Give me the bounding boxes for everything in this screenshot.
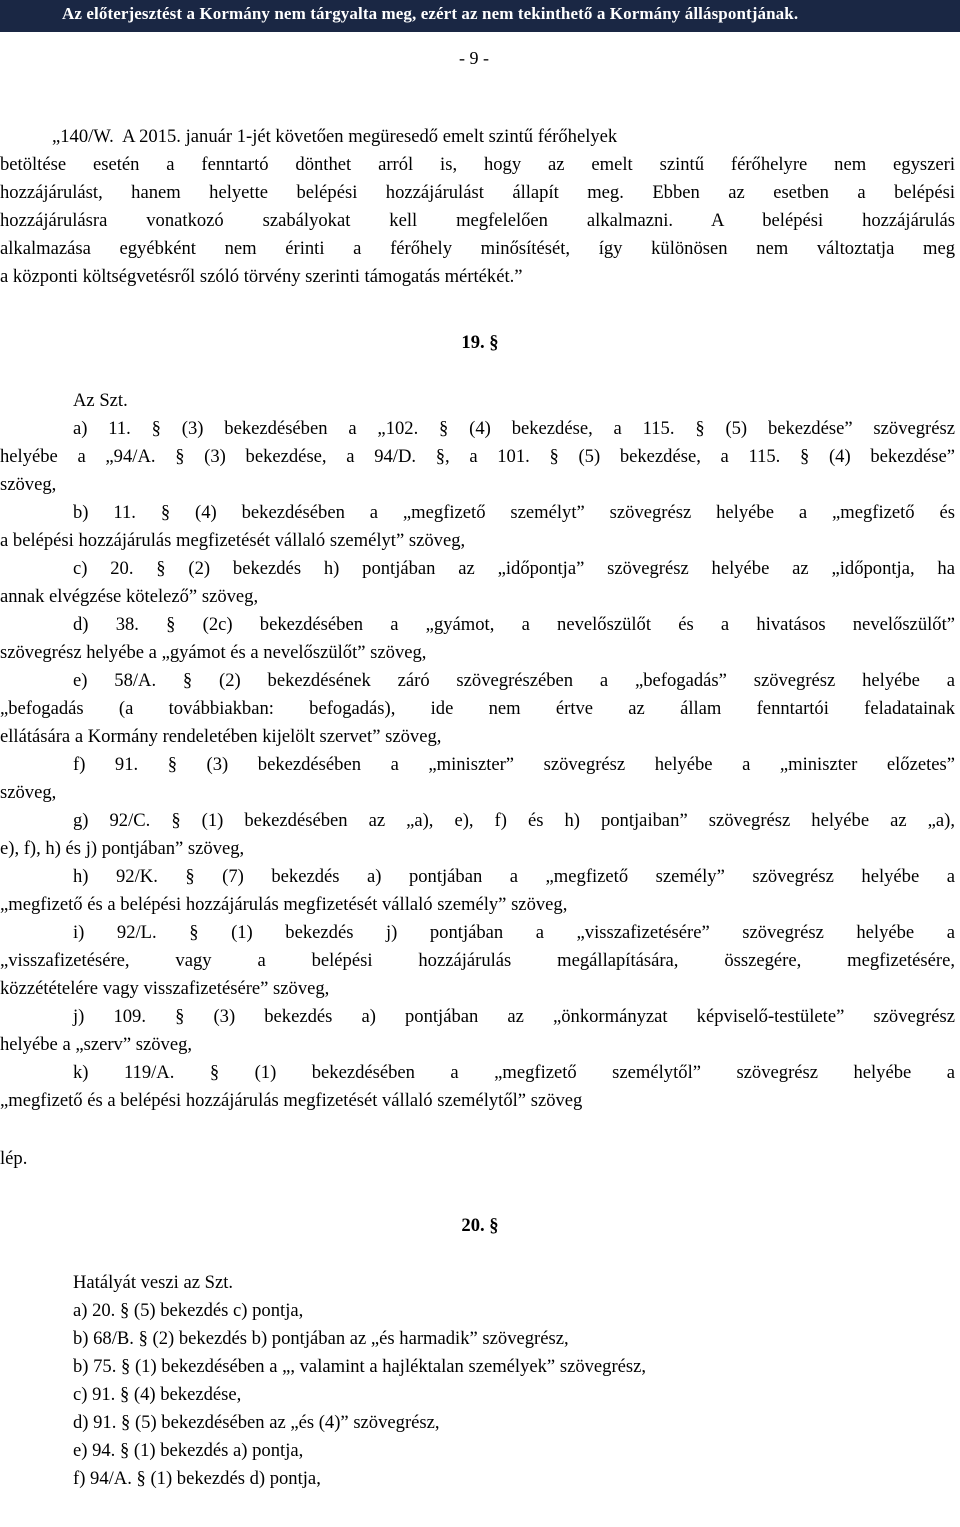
section-19-line: szöveg,	[0, 474, 57, 495]
section-19-line: „megfizető és a belépési hozzájárulás megfizetését vállaló személy” szöveg,	[0, 894, 568, 915]
section-19-line: helyébe a „94/A. § (3) bekezdése, a 94/D. §, a 101. § (5) bekezdése, a 115. § (4) bekezdése”	[0, 446, 955, 467]
section-19-line: „megfizető és a belépési hozzájárulás megfizetését vállaló személytől” szöveg	[0, 1090, 583, 1111]
section-19-line: „befogadás (a továbbiakban: befogadás), ide nem értve az állam fenntartói feladatainak	[0, 698, 955, 719]
section-19-line: Az Szt.	[73, 390, 128, 411]
section-19-line: e) 58/A. § (2) bekezdésének záró szövegrészében a „befogadás” szövegrész helyébe a	[73, 670, 955, 691]
section-19-line: ellátására a Kormány rendeletében kijelölt szervet” szöveg,	[0, 726, 442, 747]
section-19-line: a) 11. § (3) bekezdésében a „102. § (4) bekezdése, a 115. § (5) bekezdése” szövegrész	[73, 418, 955, 439]
section-20-line: e) 94. § (1) bekezdés a) pontja,	[73, 1440, 304, 1461]
section-19-line: b) 11. § (4) bekezdésében a „megfizető személyt” szövegrész helyébe a „megfizető és	[73, 502, 955, 523]
intro-line-2: betöltése esetén a fenntartó dönthet arról is, hogy az emelt szintű férőhelyre nem egyszeri	[0, 154, 955, 175]
section-19-line: d) 38. § (2c) bekezdésében a „gyámot, a nevelőszülőt és a hivatásos nevelőszülőt”	[73, 614, 955, 635]
intro-line-5: alkalmazása egyébként nem érinti a férőhely minősítését, így különösen nem változtatja meg	[0, 238, 955, 259]
section-19-heading: 19. §	[461, 332, 499, 353]
section-19-line: f) 91. § (3) bekezdésében a „miniszter” szövegrész helyébe a „miniszter előzetes”	[73, 754, 955, 775]
section-19-line: szöveg,	[0, 782, 57, 803]
section-20-heading: 20. §	[461, 1215, 499, 1236]
header-banner	[0, 0, 960, 32]
section-19-line: annak elvégzése kötelező” szöveg,	[0, 586, 259, 607]
section-19-line: h) 92/K. § (7) bekezdés a) pontjában a „megfizető személy” szövegrész helyébe a	[73, 866, 955, 887]
section-19-closing: lép.	[0, 1148, 28, 1169]
section-19-line: a belépési hozzájárulás megfizetését vállaló személyt” szöveg,	[0, 530, 466, 551]
section-20-line: d) 91. § (5) bekezdésében az „és (4)” szövegrész,	[73, 1412, 440, 1433]
section-20-line: b) 75. § (1) bekezdésében a „, valamint a hajléktalan személyek” szövegrész,	[73, 1356, 647, 1377]
header-notice: Az előterjesztést a Kormány nem tárgyalta meg, ezért az nem tekinthető a Kormány álláspontjának.	[62, 4, 799, 23]
section-20-line: c) 91. § (4) bekezdése,	[73, 1384, 242, 1405]
intro-line-4: hozzájárulásra vonatkozó szabályokat kell megfelelően alkalmazni. A belépési hozzájárulás	[0, 210, 955, 231]
section-19-line: k) 119/A. § (1) bekezdésében a „megfizető személytől” szövegrész helyébe a	[73, 1062, 955, 1083]
section-19-line: e), f), h) és j) pontjában” szöveg,	[0, 838, 245, 859]
section-20-line: b) 68/B. § (2) bekezdés b) pontjában az „és harmadik” szövegrész,	[73, 1328, 569, 1349]
intro-line-1: „140/W. A 2015. január 1-jét követően megüresedő emelt szintű férőhelyek	[52, 126, 618, 147]
section-19-line: j) 109. § (3) bekezdés a) pontjában az „önkormányzat képviselő-testülete” szövegrész	[73, 1006, 955, 1027]
section-19-line: c) 20. § (2) bekezdés h) pontjában az „időpontja” szövegrész helyébe az „időpontja, ha	[73, 558, 955, 579]
section-20-line: f) 94/A. § (1) bekezdés d) pontja,	[73, 1468, 321, 1489]
section-20-line: a) 20. § (5) bekezdés c) pontja,	[73, 1300, 304, 1321]
page-number: - 9 -	[459, 48, 489, 68]
section-19-line: „visszafizetésére, vagy a belépési hozzájárulás megállapítására, összegére, megfizetésére,	[0, 950, 955, 971]
section-19-line: i) 92/L. § (1) bekezdés j) pontjában a „visszafizetésére” szövegrész helyébe a	[73, 922, 955, 943]
intro-line-3: hozzájárulást, hanem helyette belépési hozzájárulást állapít meg. Ebben az esetben a belépési	[0, 182, 955, 203]
section-19-line: g) 92/C. § (1) bekezdésében az „a), e), f) és h) pontjaiban” szövegrész helyébe az „a),	[73, 810, 955, 831]
intro-line-6: a központi költségvetésről szóló törvény szerinti támogatás mértékét.”	[0, 266, 523, 287]
section-19-line: közzétételére vagy visszafizetésére” szöveg,	[0, 978, 330, 999]
section-19-line: helyébe a „szerv” szöveg,	[0, 1034, 193, 1055]
section-19-line: szövegrész helyébe a „gyámot és a nevelőszülőt” szöveg,	[0, 642, 427, 663]
section-20-line: Hatályát veszi az Szt.	[73, 1272, 234, 1293]
